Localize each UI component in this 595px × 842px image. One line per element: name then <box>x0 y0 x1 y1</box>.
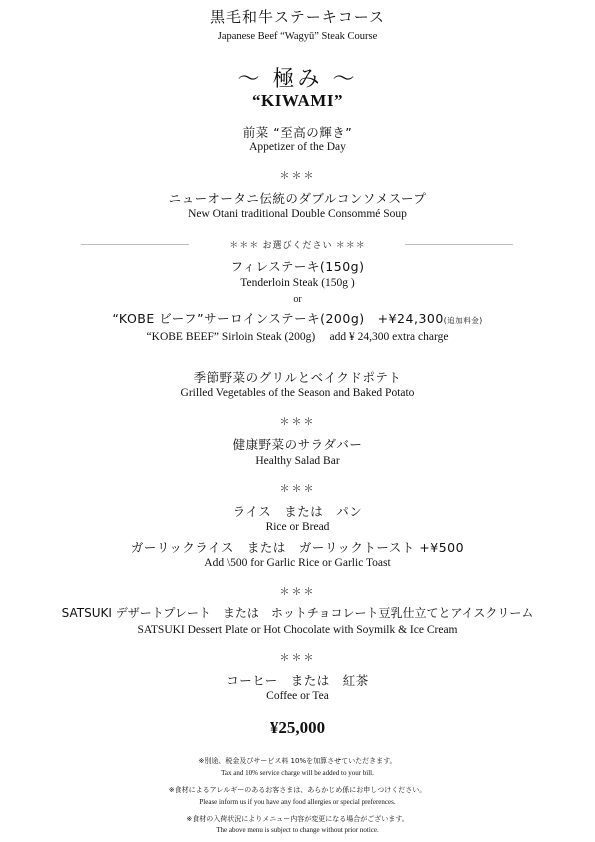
soup-jp: ニューオータニ伝統のダブルコンソメスープ <box>168 191 427 206</box>
steak-option1-en: Tenderloin Steak (150g ) <box>240 277 355 289</box>
garlic-jp: ガーリックライス または ガーリックトースト +¥500 <box>130 540 465 555</box>
course-name-jp: ～ 極み ～ <box>237 67 358 92</box>
steak-option2-jp: “KOBE ビーフ”サーロインステーキ(200g) +¥24,300 <box>112 311 444 326</box>
note-allergy-jp: ※食材によるアレルギーのあるお客さまは、あらかじめ係にお申しつけください。 <box>168 786 427 794</box>
salad-en: Healthy Salad Bar <box>255 455 340 467</box>
steak-option1-jp: フィレステーキ(150g) <box>230 259 365 274</box>
rice-jp: ライス または パン <box>232 504 363 519</box>
dessert-en: SATSUKI Dessert Plate or Hot Chocolate with Soymilk & Ice Cream <box>137 624 458 636</box>
separator: ＊＊＊ <box>279 171 316 182</box>
note-change-en: The above menu is subject to change without prior notice. <box>216 826 379 834</box>
divider-right <box>405 244 513 245</box>
soup-en: New Otani traditional Double Consommé Soup <box>188 208 407 220</box>
drink-en: Coffee or Tea <box>266 690 329 702</box>
appetizer-jp: 前菜 “至高の輝き” <box>242 125 353 140</box>
dessert-jp: SATSUKI デザートプレート または ホットチョコレート豆乳仕立てとアイスクリーム <box>61 606 534 620</box>
course-title-jp: 黒毛和牛ステーキコース <box>210 8 385 26</box>
steak-or: or <box>293 294 302 305</box>
separator: ＊＊＊ <box>279 417 316 428</box>
rice-en: Rice or Bread <box>265 521 330 533</box>
steak-option2-jp-line <box>0 309 595 327</box>
drink-jp: コーヒー または 紅茶 <box>226 673 369 688</box>
steak-option2-en: “KOBE BEEF” Sirloin Steak (200g) add ¥ 24,300 extra charge <box>146 331 449 343</box>
garlic-en: Add \500 for Garlic Rice or Garlic Toast <box>204 557 391 569</box>
note-tax-en: Tax and 10% service charge will be added to your bill. <box>221 769 374 777</box>
separator: ＊＊＊ <box>279 653 316 664</box>
course-price: ¥25,000 <box>269 718 326 737</box>
note-change-jp: ※食材の入荷状況によりメニュー内容が変更になる場合がございます。 <box>186 815 409 823</box>
salad-jp: 健康野菜のサラダバー <box>232 437 363 452</box>
choice-header: ＊＊＊ お選びください ＊＊＊ <box>229 240 366 250</box>
steak-option2-note: (追加料金) <box>443 316 483 325</box>
note-allergy-en: Please inform us if you have any food allergies or special preferences. <box>199 798 396 806</box>
separator: ＊＊＊ <box>279 587 316 598</box>
course-name-en: “KIWAMI” <box>252 91 343 110</box>
separator: ＊＊＊ <box>279 484 316 495</box>
note-tax-jp: ※別途、税金及びサービス料 10%を加算させていただきます。 <box>198 757 397 765</box>
vegetables-jp: 季節野菜のグリルとベイクドポテト <box>193 370 402 385</box>
course-title-en: Japanese Beef “Wagyū” Steak Course <box>217 31 378 42</box>
appetizer-en: Appetizer of the Day <box>249 141 346 153</box>
vegetables-en: Grilled Vegetables of the Season and Baked Potato <box>180 387 415 399</box>
